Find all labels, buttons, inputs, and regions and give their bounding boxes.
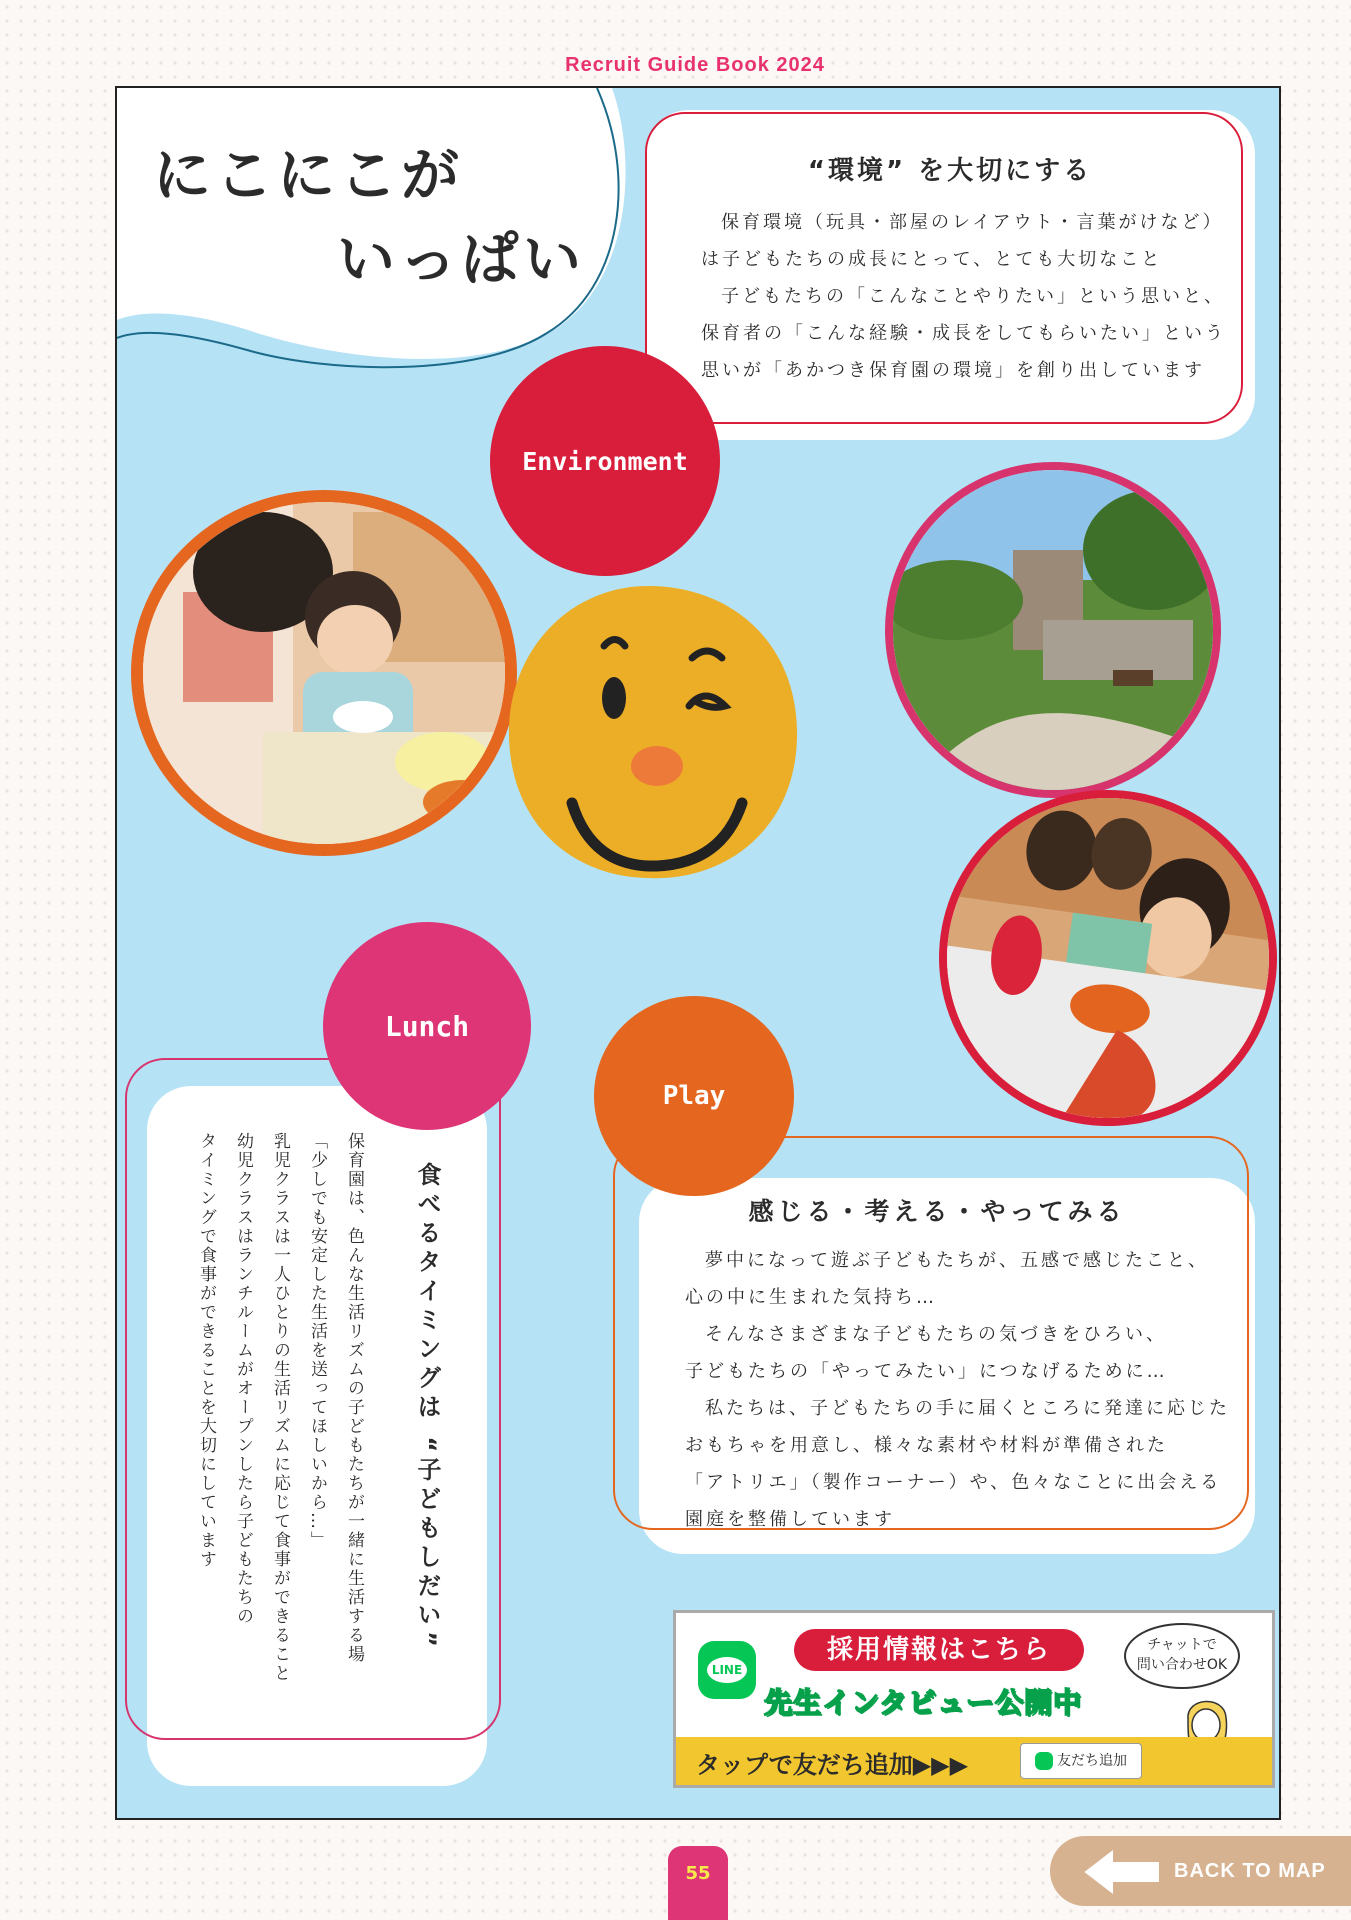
page-title-line1: にこにこが: [153, 141, 464, 209]
environment-line: 保育者の「こんな経験・成長をしてもらいたい」という: [701, 323, 1226, 344]
play-line: 私たちは、子どもたちの手に届くところに発達に応じた: [705, 1398, 1230, 1419]
arrow-left-icon: [1084, 1848, 1160, 1896]
tap-add-friend-bar[interactable]: [676, 1737, 1272, 1785]
lunch-line: 「少しでも安定した生活を送ってほしいから…」: [307, 1132, 327, 1550]
play-line: そんなさまざまな子どもたちの気づきをひろい、: [705, 1324, 1167, 1345]
add-friend-button[interactable]: [1020, 1743, 1142, 1779]
guide-book-title: Recruit Guide Book 2024: [565, 54, 825, 76]
play-line: 夢中になって遊ぶ子どもたちが、五感で感じたこと、: [705, 1250, 1209, 1271]
lunch-line: 保育園は、色んな生活リズムの子どもたちが一緒に生活する場: [344, 1132, 364, 1664]
back-to-map-label: BACK TO MAP: [1174, 1860, 1326, 1882]
environment-line: 保育環境（玩具・部屋のレイアウト・言葉がけなど）: [721, 212, 1224, 233]
play-line: 「アトリエ」（製作コーナー）や、色々なことに出会える: [685, 1472, 1222, 1493]
environment-heading: “環境” を大切にする: [807, 156, 1093, 186]
play-label-circle: [594, 996, 794, 1196]
line-small-icon: [1035, 1752, 1053, 1770]
environment-label: Environment: [522, 446, 688, 476]
environment-label-circle: [490, 346, 720, 576]
add-friend-label: 友だち追加: [1057, 1753, 1127, 1769]
smiley-face-icon: [497, 578, 807, 888]
content-frame: [115, 86, 1281, 1820]
environment-text: [701, 204, 1226, 389]
play-line: おもちゃを用意し、様々な素材や材料が準備された: [685, 1435, 1168, 1456]
play-photo: [917, 768, 1281, 1148]
page-title-line2: いっぱい: [337, 225, 586, 293]
garden-photo: [885, 462, 1221, 798]
lunch-heading: 食べるタイミングは “子どもしだい”: [413, 1162, 441, 1652]
recruit-info-badge: 採用情報はこちら: [794, 1629, 1084, 1671]
play-heading: 感じる・考える・やってみる: [748, 1197, 1126, 1226]
play-label: Play: [662, 1081, 726, 1111]
line-logo-text: LINE: [707, 1657, 747, 1683]
page-number-tab: 55: [668, 1846, 728, 1920]
lunch-text: [187, 1132, 372, 1752]
play-line: 心の中に生まれた気持ち…: [685, 1287, 937, 1308]
bubble-line1: チャットで: [1147, 1637, 1217, 1653]
back-to-map-button[interactable]: [1050, 1836, 1351, 1906]
lunch-line: 乳児クラスは一人ひとりの生活リズムに応じて食事ができること: [270, 1132, 290, 1683]
play-line: 子どもたちの「やってみたい」につなげるために…: [685, 1361, 1168, 1382]
play-text: [685, 1242, 1230, 1538]
line-logo-icon: [698, 1641, 756, 1699]
lunch-line: 幼児クラスはランチルームがオープンしたら子どもたちの: [233, 1132, 253, 1626]
chat-speech-bubble: [1124, 1623, 1240, 1689]
teacher-interview-text: 先生インタビュー公開中: [764, 1686, 1082, 1719]
play-line: 園庭を整備しています: [685, 1509, 895, 1530]
lunch-photo: [131, 490, 517, 856]
lunch-label-circle: [323, 922, 531, 1130]
environment-line: 思いが「あかつき保育園の環境」を創り出しています: [701, 360, 1205, 381]
environment-line: 子どもたちの「こんなことやりたい」という思いと、: [721, 286, 1225, 307]
bubble-line2: 問い合わせOK: [1136, 1657, 1228, 1673]
lunch-label: Lunch: [384, 1009, 470, 1043]
tap-add-friend-text: タップで友だち追加▶▶▶: [696, 1751, 969, 1779]
environment-line: は子どもたちの成長にとって、とても大切なこと: [701, 249, 1163, 270]
line-recruit-banner[interactable]: [673, 1610, 1275, 1788]
lunch-line: タイミングで食事ができることを大切にしています: [196, 1132, 216, 1569]
